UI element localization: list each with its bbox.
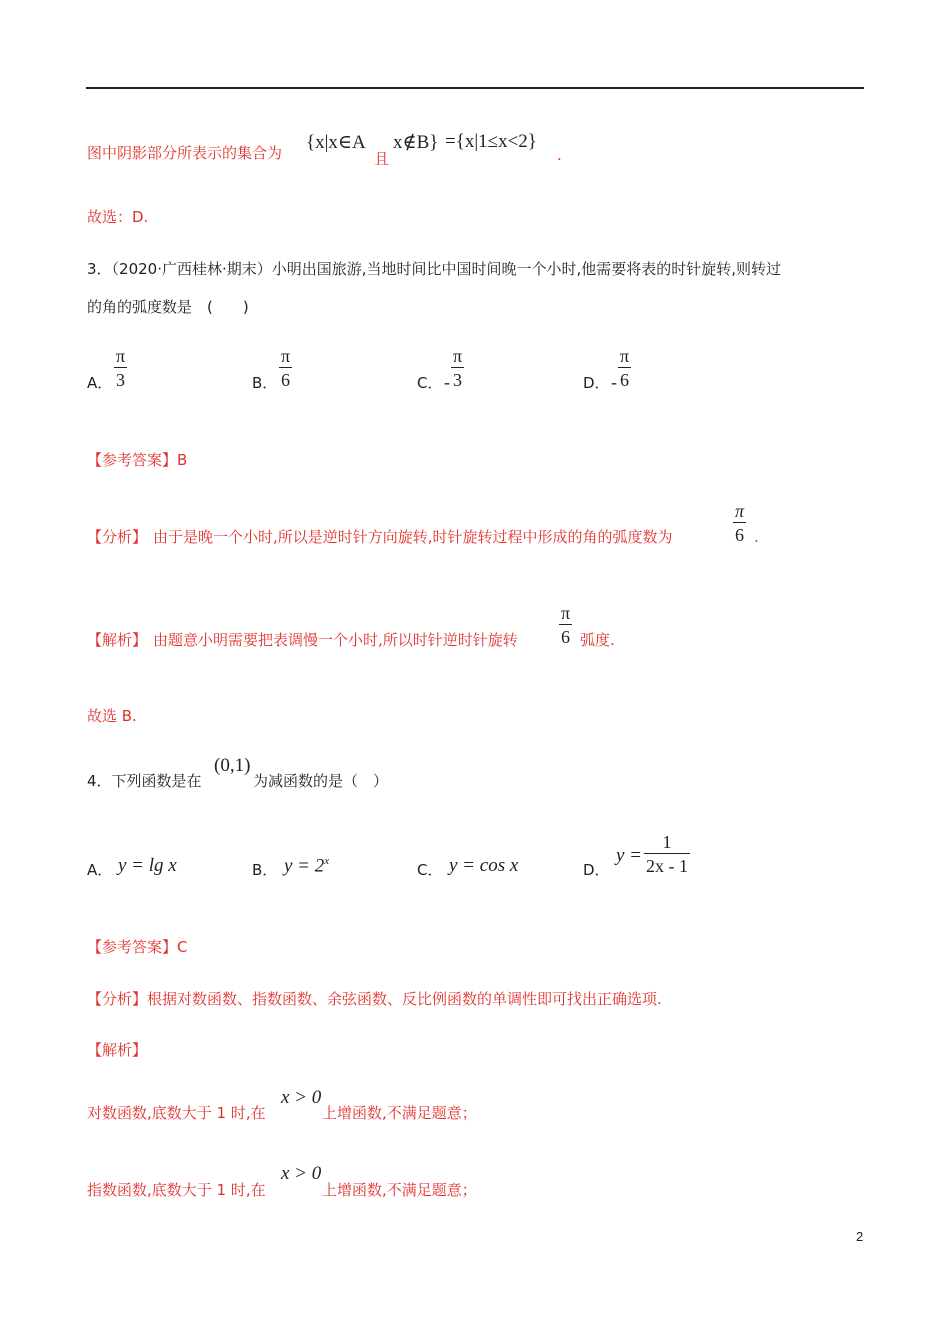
frac-num: π bbox=[453, 346, 463, 366]
q4-exp-line-condition: x > 0 bbox=[281, 1163, 322, 1184]
set-math-left: {x|x∈A bbox=[306, 132, 366, 153]
q4-option-a-formula: y = lg x bbox=[118, 855, 177, 876]
q3-analysis-text: 由于是晚一个小时,所以是逆时针方向旋转,时针旋转过程中形成的角的弧度数为 bbox=[153, 528, 673, 546]
q4-option-b-label: B． bbox=[252, 861, 278, 879]
q3-option-d-label: D． bbox=[583, 374, 610, 392]
frac-num: π bbox=[281, 346, 291, 366]
q4-solution-label: 【解析】 bbox=[87, 1041, 148, 1059]
q4-stem-suffix: 为减函数的是（ ） bbox=[253, 772, 389, 790]
q4-interval: (0,1) bbox=[214, 755, 251, 776]
q3-solution-end: 弧度. bbox=[580, 631, 615, 649]
choose-d: 故选：D. bbox=[87, 208, 149, 226]
q3-solution-text: 由题意小明需要把表调慢一个小时,所以时针逆时针旋转 bbox=[153, 631, 518, 649]
q4-log-line-post: 上增函数,不满足题意； bbox=[322, 1104, 477, 1122]
q3-solution-fraction bbox=[559, 603, 572, 647]
set-math-right: ={x|1≤x<2} bbox=[445, 131, 537, 152]
q3-analysis-label: 【分析】 bbox=[87, 528, 148, 546]
set-math-mid: x∉B} bbox=[393, 132, 439, 153]
q3-stem-line2: 的角的弧度数是 ( ) bbox=[87, 298, 249, 316]
frac-den: 3 bbox=[453, 370, 463, 390]
q4-option-d-label: D． bbox=[583, 861, 610, 879]
frac-num: π bbox=[561, 603, 571, 623]
frac-den: 2x - 1 bbox=[646, 856, 688, 876]
frac-bar bbox=[114, 367, 127, 368]
set-line-text: 图中阴影部分所表示的集合为 bbox=[87, 144, 283, 162]
q4-log-line-pre: 对数函数,底数大于 1 时,在 bbox=[87, 1104, 266, 1122]
frac-bar bbox=[733, 522, 746, 523]
q3-choose: 故选 B. bbox=[87, 707, 137, 725]
q3-option-b-fraction bbox=[279, 346, 292, 390]
q4-exp-line-post: 上增函数,不满足题意； bbox=[322, 1181, 477, 1199]
set-and-word: 且 bbox=[374, 150, 390, 168]
q4-option-b-base: y = 2 bbox=[284, 855, 325, 877]
q3-option-a-label: A． bbox=[87, 374, 113, 392]
q3-option-d-sign: - bbox=[611, 372, 617, 392]
q3-option-a-fraction bbox=[114, 346, 127, 390]
frac-num: π bbox=[735, 501, 745, 521]
frac-bar bbox=[644, 853, 690, 854]
q4-exp-line-pre: 指数函数,底数大于 1 时,在 bbox=[87, 1181, 266, 1199]
q3-answer: 【参考答案】B bbox=[87, 451, 188, 469]
frac-bar bbox=[451, 367, 464, 368]
q3-option-c-label: C． bbox=[417, 374, 443, 392]
q4-option-c-formula: y = cos x bbox=[449, 855, 519, 876]
q3-option-c-fraction bbox=[451, 346, 464, 390]
q3-solution-label: 【解析】 bbox=[87, 631, 148, 649]
q4-option-b-exponent: x bbox=[324, 855, 330, 867]
q4-log-line-condition: x > 0 bbox=[281, 1087, 322, 1108]
q3-analysis-fraction bbox=[733, 501, 746, 545]
frac-bar bbox=[279, 367, 292, 368]
frac-den: 6 bbox=[281, 370, 291, 390]
q4-option-d-fraction bbox=[644, 832, 690, 876]
q4-option-c-label: C． bbox=[417, 861, 443, 879]
frac-num: π bbox=[620, 346, 630, 366]
q3-option-b-label: B． bbox=[252, 374, 278, 392]
q4-option-a-label: A． bbox=[87, 861, 113, 879]
page-number: 2 bbox=[856, 1229, 864, 1244]
q4-analysis: 【分析】根据对数函数、指数函数、余弦函数、反比例函数的单调性即可找出正确选项. bbox=[87, 990, 662, 1008]
q3-option-c-sign: - bbox=[444, 372, 450, 392]
frac-num: 1 bbox=[662, 832, 672, 852]
q4-stem-prefix: 4．下列函数是在 bbox=[87, 772, 202, 790]
q3-analysis-end: . bbox=[754, 528, 759, 546]
set-line-end: . bbox=[557, 146, 562, 164]
frac-num: π bbox=[116, 346, 126, 366]
frac-bar bbox=[559, 624, 572, 625]
q3-stem-line1: 3．（2020·广西桂林·期末）小明出国旅游,当地时间比中国时间晚一个小时,他需要将表的时针旋转,则转过 bbox=[87, 260, 782, 278]
q3-option-d-fraction bbox=[618, 346, 631, 390]
frac-den: 6 bbox=[561, 627, 571, 647]
q4-option-b-formula bbox=[284, 855, 329, 877]
frac-den: 6 bbox=[620, 370, 630, 390]
header-rule bbox=[86, 87, 864, 89]
frac-den: 3 bbox=[116, 370, 126, 390]
frac-den: 6 bbox=[735, 525, 745, 545]
q4-option-d-lhs: y = bbox=[616, 845, 643, 866]
q4-answer: 【参考答案】C bbox=[87, 938, 188, 956]
frac-bar bbox=[618, 367, 631, 368]
